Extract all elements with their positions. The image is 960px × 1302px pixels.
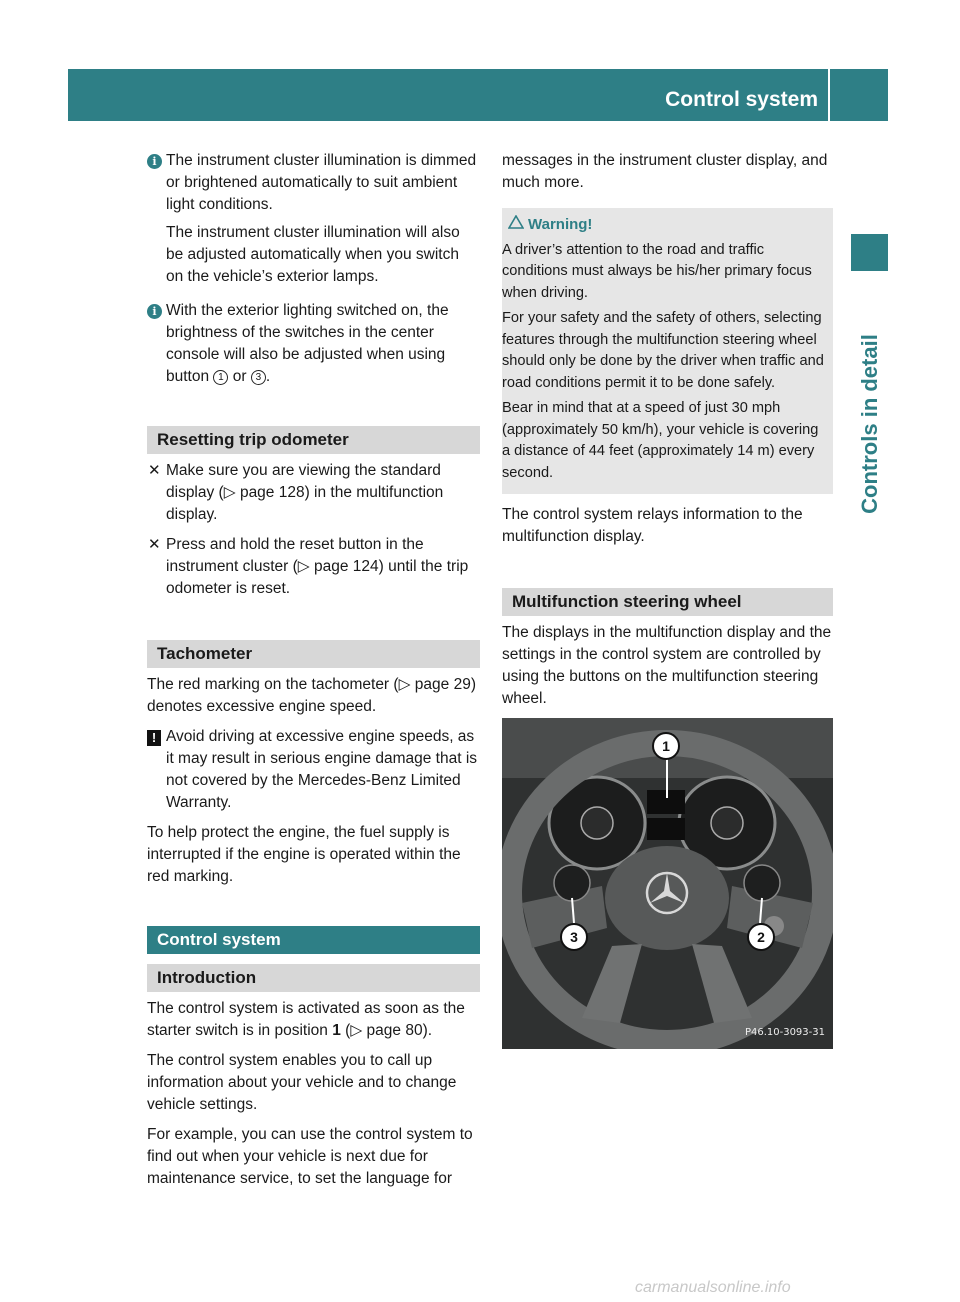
callout-2: 2	[747, 923, 775, 951]
paragraph: The control system enables you to call up information about your vehicle and to change vehicle settings.	[147, 1052, 457, 1113]
paragraph-text: The control system is activated as soon as the starter switch is in position	[147, 1000, 465, 1039]
side-tab-top	[851, 69, 888, 121]
info-note	[147, 150, 480, 288]
steering-wheel-photo	[502, 718, 833, 1049]
note-paragraph	[166, 300, 480, 388]
header-bar	[68, 69, 888, 121]
button-3-ref: 3	[251, 370, 266, 385]
header-separator	[828, 69, 830, 121]
right-column	[502, 150, 833, 1049]
paragraph: The displays in the multifunction display and the settings in the control system are controlled by using the buttons on the multifunction steering wheel.	[502, 624, 832, 707]
paragraph: For example, you can use the control system to find out when your vehicle is next due for maintenance service, to set the language for	[147, 1126, 473, 1187]
caution-icon: !	[147, 730, 161, 746]
note-text: With the exterior lighting switched on, the brightness of the switches in the center console will also be adjusted when using button	[166, 302, 449, 385]
side-tab-label: Controls in detail	[856, 334, 882, 514]
warning-triangle-icon	[508, 214, 524, 236]
paragraph-text: (▷ page 80).	[345, 1022, 433, 1039]
paragraph: The control system relays information to the multifunction display.	[502, 506, 803, 545]
note-paragraph: The instrument cluster illumination is dimmed or brightened automatically to suit ambient light conditions.	[166, 152, 477, 213]
page-title: Control system	[665, 88, 818, 111]
section-heading: Tachometer	[147, 640, 480, 668]
steering-wheel-illustration	[502, 718, 833, 1049]
step-arrow-icon: ✕	[148, 536, 161, 553]
warning-paragraph: A driver’s attention to the road and traffic conditions must always be his/her primary focus when driving.	[502, 241, 812, 301]
side-tab-marker	[851, 234, 888, 271]
paragraph: The red marking on the tachometer (▷ page 29) denotes excessive engine speed.	[147, 676, 476, 715]
warning-title-text: Warning!	[528, 216, 593, 233]
callout-3: 3	[560, 923, 588, 951]
step	[147, 534, 480, 600]
note-text: .	[265, 368, 271, 385]
section-heading: Resetting trip odometer	[147, 426, 480, 454]
step-text: Press and hold the reset button in the instrument cluster (▷ page 124) until the trip odometer is reset.	[166, 536, 469, 597]
callout-1: 1	[652, 732, 680, 760]
paragraph: To help protect the engine, the fuel supply is interrupted if the engine is operated within the red marking.	[147, 824, 461, 885]
footer-url: carmanualsonline.info	[635, 1279, 791, 1296]
caution-text: Avoid driving at excessive engine speeds, as it may result in serious engine damage that is not covered by the Mercedes-Benz Limited Warranty.	[166, 728, 478, 811]
info-icon: i	[147, 154, 162, 169]
section-heading: Introduction	[147, 964, 480, 992]
note-text: or	[232, 368, 247, 385]
info-note	[147, 300, 480, 388]
section-heading: Multifunction steering wheel	[502, 588, 833, 616]
note-paragraph: The instrument cluster illumination will also be adjusted automatically when you switch on the vehicle’s exterior lamps.	[166, 224, 460, 285]
step-arrow-icon: ✕	[148, 462, 161, 479]
caution-note	[147, 726, 480, 814]
position-value: 1	[332, 1022, 341, 1039]
photo-reference-label: P46.10-3093-31	[744, 1027, 825, 1038]
step-text: Make sure you are viewing the standard display (▷ page 128) in the multifunction display.	[166, 462, 444, 523]
info-icon: i	[147, 304, 162, 319]
step	[147, 460, 480, 526]
warning-box	[502, 208, 833, 494]
paragraph	[147, 998, 480, 1042]
left-column	[147, 150, 480, 1198]
chapter-heading: Control system	[147, 926, 480, 954]
warning-paragraph: For your safety and the safety of others, selecting features through the multifunction steering wheel should only be done by the driver when traffic and road conditions permit it to be done safely.	[502, 310, 824, 391]
button-1-ref: 1	[213, 370, 228, 385]
warning-paragraph: Bear in mind that at a speed of just 30 mph (approximately 50 km/h), your vehicle is covering a distance of 44 feet (approximately 14 m) every second.	[502, 400, 819, 481]
paragraph: messages in the instrument cluster display, and much more.	[502, 152, 828, 191]
warning-title	[502, 214, 827, 236]
side-tab	[851, 294, 888, 554]
